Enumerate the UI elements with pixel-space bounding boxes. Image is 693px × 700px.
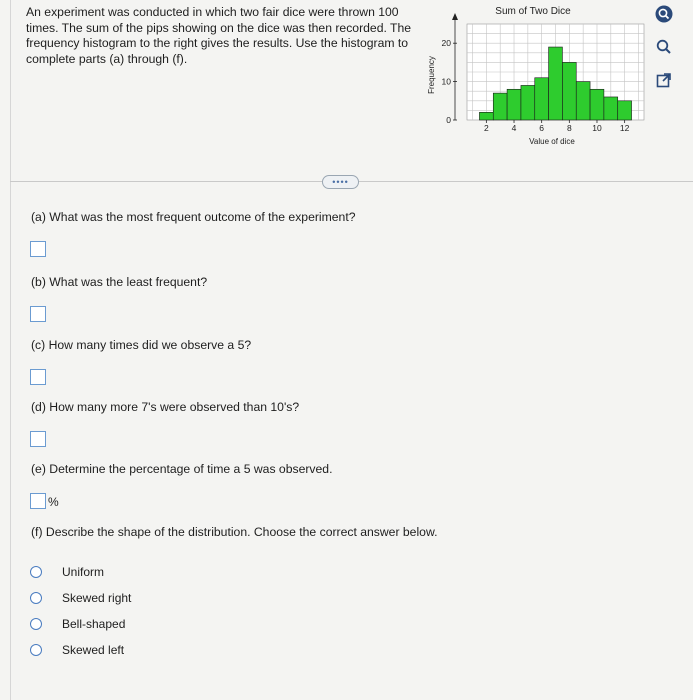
option-bell-shaped[interactable] xyxy=(30,617,125,631)
histogram-bar-7 xyxy=(549,47,563,120)
question-b: (b) What was the least frequent? xyxy=(31,275,208,289)
histogram-bar-4 xyxy=(507,89,521,120)
external-link-icon xyxy=(655,71,673,89)
x-tick-label-2: 2 xyxy=(483,123,489,133)
x-tick-label-6: 6 xyxy=(539,123,545,133)
y-axis-label: Frequency xyxy=(427,56,436,94)
answer-e-input[interactable] xyxy=(30,493,46,509)
chart-title: Sum of Two Dice xyxy=(495,6,571,17)
option-skewed-left[interactable] xyxy=(30,643,124,657)
problem-intro: An experiment was conducted in which two fair dice were thrown 100 times. The sum of the pips showing on the dice was then recorded. The frequency histogram to the right gives the results. Use the histogram to complete parts (a) through (f). xyxy=(26,5,412,66)
histogram-chart xyxy=(422,0,654,156)
answer-c-input[interactable] xyxy=(30,369,46,385)
zoom-out-button[interactable] xyxy=(654,37,674,57)
zoom-in-button[interactable] xyxy=(654,4,674,24)
histogram-bar-11 xyxy=(604,97,618,120)
x-tick-label-8: 8 xyxy=(566,123,572,133)
histogram-bar-5 xyxy=(521,85,535,120)
left-border xyxy=(10,0,11,700)
radio-skewed-right[interactable] xyxy=(30,592,42,604)
histogram-bar-8 xyxy=(562,62,576,120)
y-axis-arrow xyxy=(452,13,458,20)
x-tick-label-10: 10 xyxy=(592,123,602,133)
percent-sign: % xyxy=(48,495,59,509)
histogram-bar-6 xyxy=(535,78,549,120)
question-a: (a) What was the most frequent outcome of the experiment? xyxy=(31,210,356,224)
zoom-in-icon xyxy=(655,5,673,23)
radio-uniform[interactable] xyxy=(30,566,42,578)
option-skewed-right[interactable] xyxy=(30,591,131,605)
y-tick-label-20: 20 xyxy=(441,38,451,49)
x-tick-label-12: 12 xyxy=(619,123,630,133)
histogram-bar-9 xyxy=(576,82,590,120)
popout-button[interactable] xyxy=(654,70,674,90)
answer-b-input[interactable] xyxy=(30,306,46,322)
radio-skewed-left[interactable] xyxy=(30,644,42,656)
histogram-bar-12 xyxy=(618,101,632,120)
histogram-bar-10 xyxy=(590,89,604,120)
question-d: (d) How many more 7's were observed than 10's? xyxy=(31,400,300,414)
answer-d-input[interactable] xyxy=(30,431,46,447)
option-label: Skewed right xyxy=(62,591,132,605)
radio-bell-shaped[interactable] xyxy=(30,618,42,630)
answer-a-input[interactable] xyxy=(30,241,46,257)
option-uniform[interactable] xyxy=(30,565,104,579)
y-tick-label-0: 0 xyxy=(446,115,451,125)
toolbar xyxy=(654,4,676,103)
histogram-bar-2 xyxy=(479,112,493,120)
option-label: Uniform xyxy=(62,565,105,579)
zoom-out-icon xyxy=(655,38,673,56)
x-tick-label-4: 4 xyxy=(511,123,517,133)
histogram-bar-3 xyxy=(493,93,507,120)
option-label: Skewed left xyxy=(62,643,125,657)
question-e: (e) Determine the percentage of time a 5 was observed. xyxy=(31,462,333,476)
question-f: (f) Describe the shape of the distribution. Choose the correct answer below. xyxy=(31,525,438,539)
expand-more-button[interactable]: •••• xyxy=(322,175,359,189)
option-label: Bell-shaped xyxy=(62,617,126,631)
x-axis-label: Value of dice xyxy=(529,137,575,146)
question-c: (c) How many times did we observe a 5? xyxy=(31,338,252,352)
y-tick-label-10: 10 xyxy=(441,76,451,87)
